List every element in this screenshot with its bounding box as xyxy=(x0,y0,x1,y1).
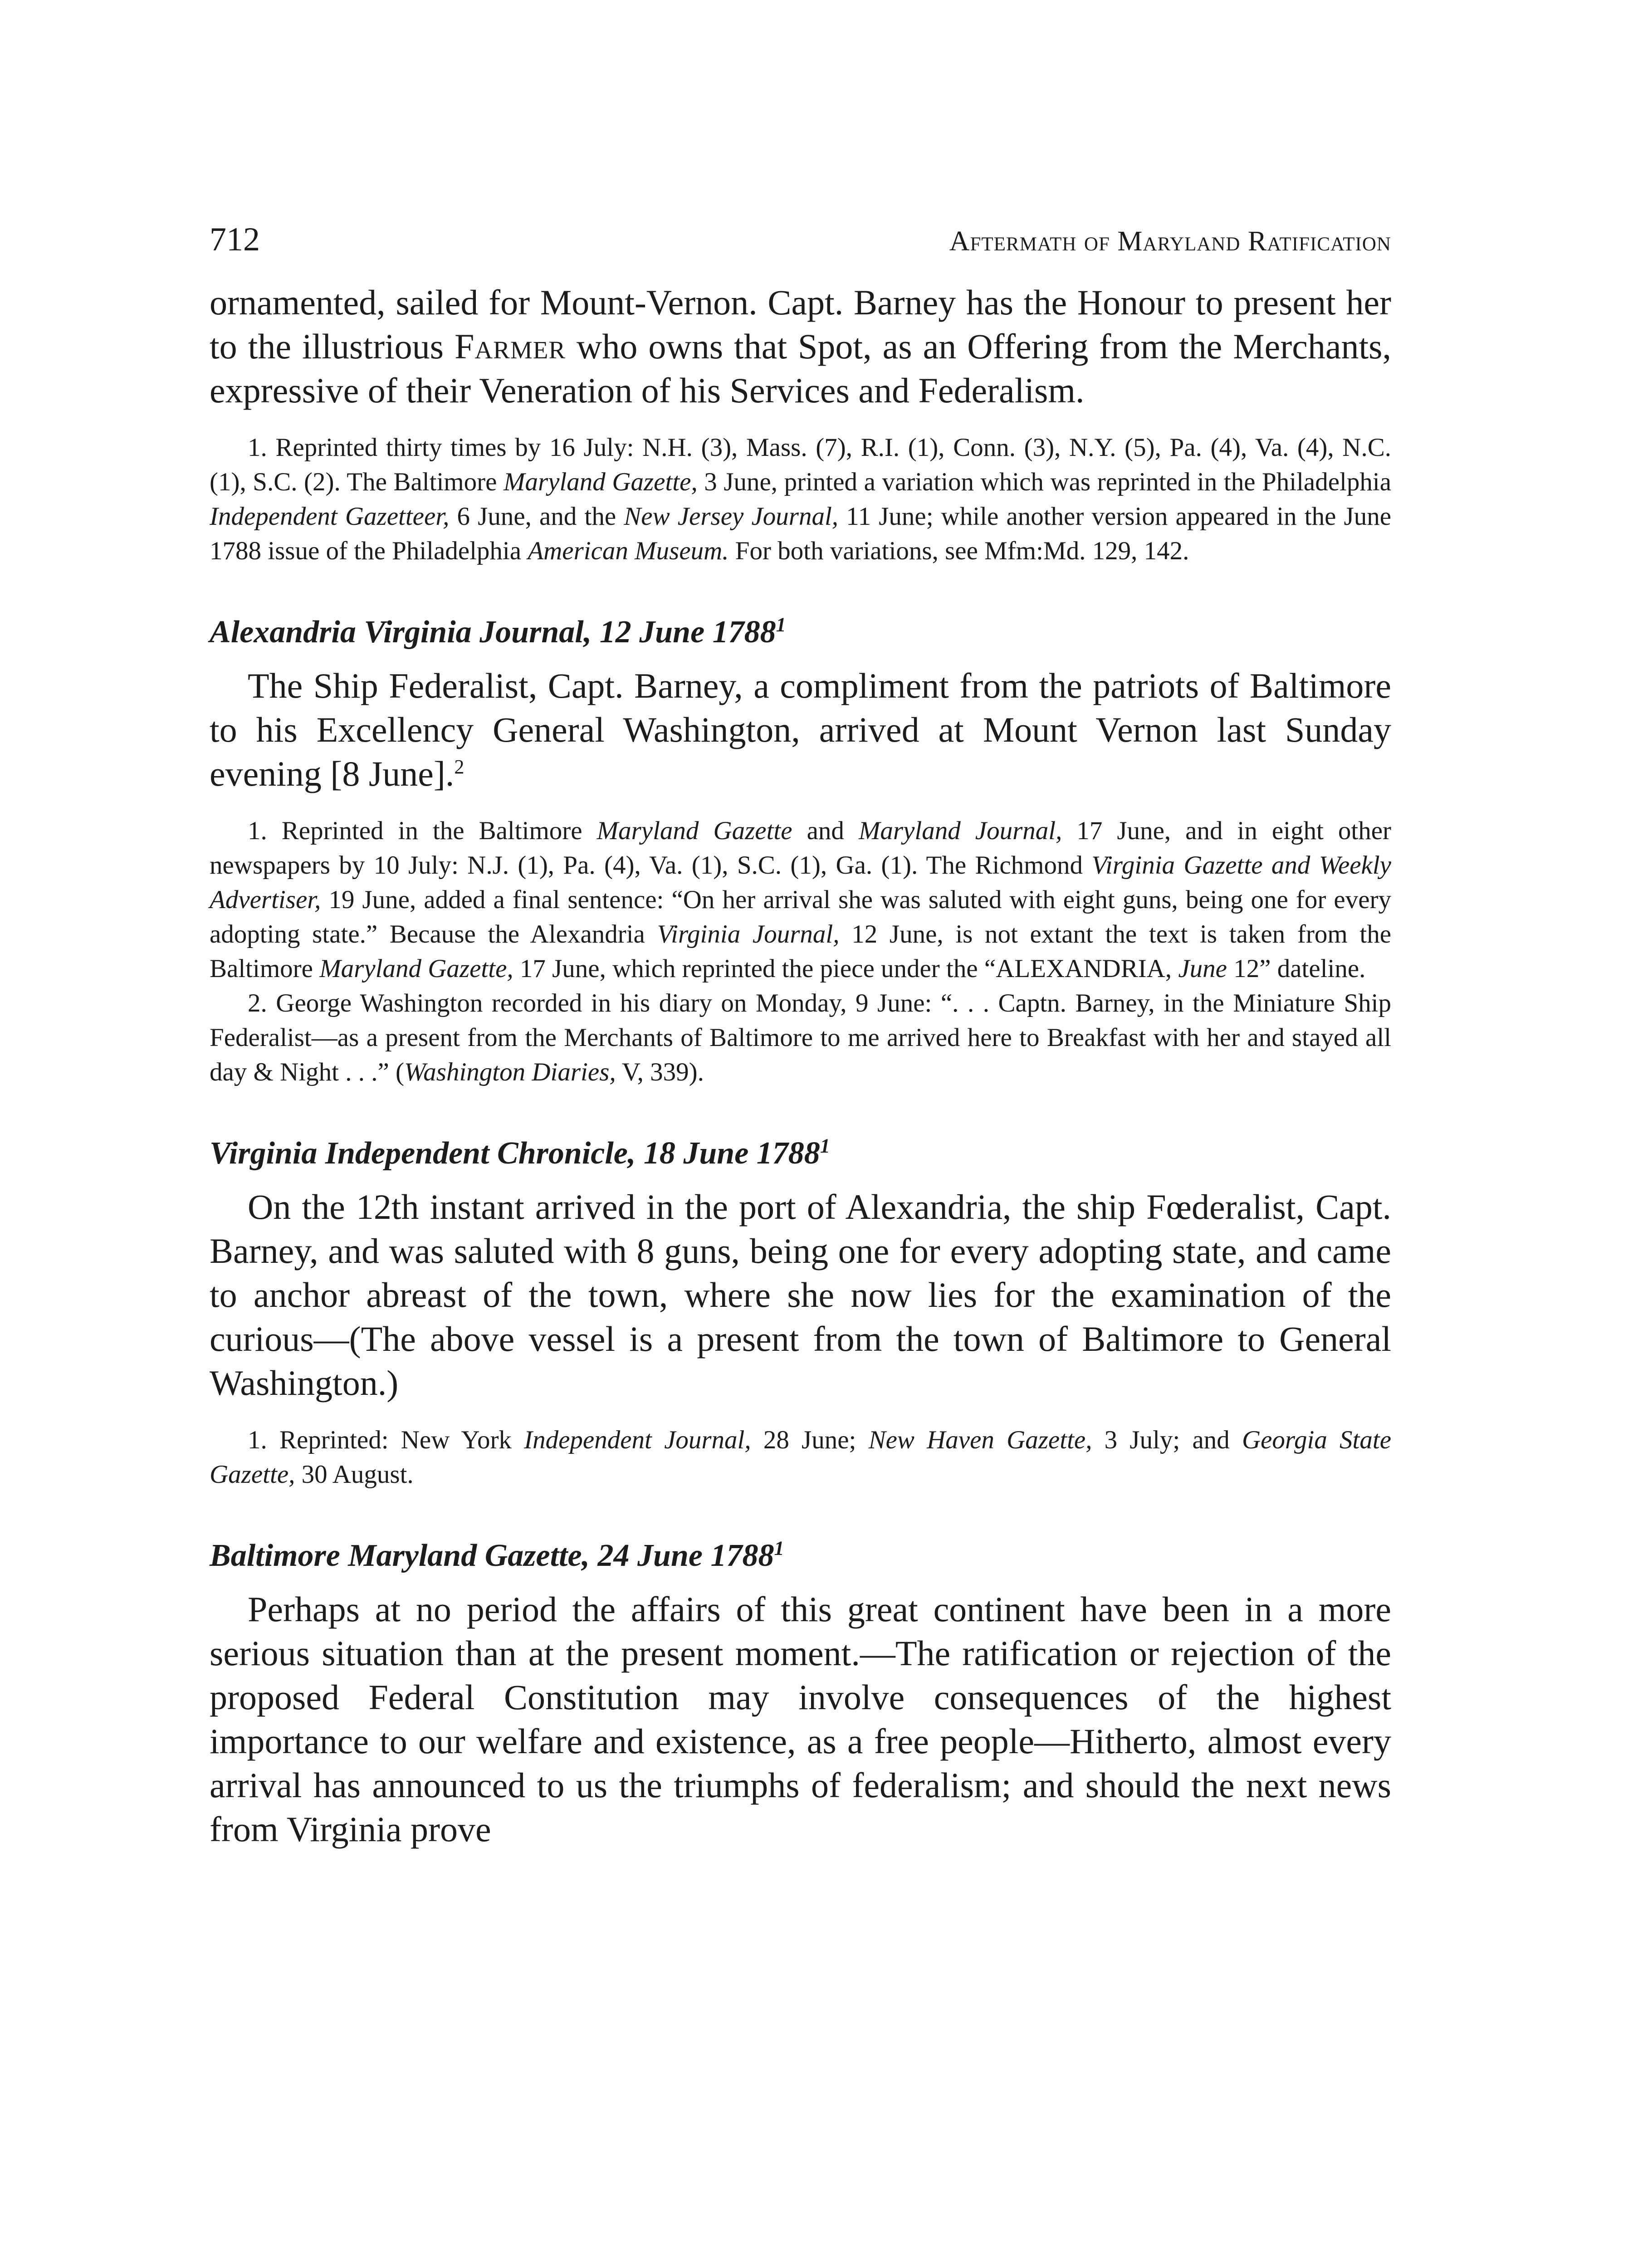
footnote-1 xyxy=(210,430,1391,568)
text-run: 12” dateline. xyxy=(1227,954,1366,983)
italic-word: June xyxy=(1178,954,1227,983)
text-run: 3 June, printed a variation which was reprinted in the Philadelphia xyxy=(697,468,1391,496)
publication-title: Maryland Gazette, xyxy=(503,468,698,496)
article-baltimore-maryland-gazette xyxy=(210,1535,1391,1851)
text-run: 3 July; and xyxy=(1092,1426,1242,1454)
small-caps-word: Farmer xyxy=(455,327,566,366)
article-text: Perhaps at no period the affairs of this great continent have been in a more serious situation than at the present moment.—The ratification or rejection of the proposed Federal Constitution may involve consequences of the highest importance to our welfare and existence, as a free people—Hitherto, almost every arrival has announced to us the triumphs of federalism; and should the next news from Virginia prove xyxy=(210,1589,1391,1849)
text-run: 1. Reprinted in the Baltimore xyxy=(248,816,597,845)
article-heading xyxy=(210,1535,1391,1576)
running-title: Aftermath of Maryland Ratification xyxy=(949,226,1391,257)
publication-title: Maryland Gazette, xyxy=(319,954,513,983)
footnote-1 xyxy=(210,814,1391,986)
article-text xyxy=(210,280,1391,412)
text-run: 6 June, and the xyxy=(449,502,624,531)
article-virginia-independent-chronicle xyxy=(210,1133,1391,1492)
footnote-2 xyxy=(210,986,1391,1090)
heading-text: Virginia Independent Chronicle, 18 June 1788 xyxy=(210,1136,820,1171)
text-run: 28 June; xyxy=(751,1426,869,1454)
document-page xyxy=(210,221,1391,1851)
publication-title: Maryland Gazette xyxy=(596,816,792,845)
text-run: ornamented, sailed for Mount-Vernon. Capt. Barney has the Honour to present her to the illustrious xyxy=(210,283,1391,366)
article-heading xyxy=(210,612,1391,653)
text-run: 17 June, and in eight other newspapers by 10 July: N.J. (1), Pa. (4), Va. (1), S.C. (1), Ga. (1). The Richmond xyxy=(210,816,1391,880)
heading-text: Baltimore Maryland Gazette, 24 June 1788 xyxy=(210,1538,774,1573)
text-run: 11 June; while another version appeared in the June 1788 issue of the Philadelphia xyxy=(210,502,1392,565)
text-run: 30 August. xyxy=(295,1460,414,1489)
footnote-1 xyxy=(210,1423,1391,1492)
text-run: 1. Reprinted: New York xyxy=(248,1426,524,1454)
text-run: For both variations, see Mfm:Md. 129, 142. xyxy=(728,537,1189,565)
text-run: 17 June, which reprinted the piece under the “ALEXANDRIA, xyxy=(513,954,1178,983)
publication-title: Independent Gazetteer, xyxy=(210,502,450,531)
text-run: who owns that Spot, as an Offering from the Merchants, expressive of their Veneration of his Services and Federalism. xyxy=(210,327,1392,410)
publication-title: Virginia Gazette and Weekly Advertiser, xyxy=(210,851,1391,914)
text-run: The Ship Federalist, Capt. Barney, a compliment from the patriots of Baltimore to his Excellency General Washington, arrived at Mount Vernon last Sunday evening [8 June]. xyxy=(210,666,1391,793)
page-number: 712 xyxy=(210,221,260,258)
footnotes xyxy=(210,814,1391,1090)
publication-title: Maryland Journal, xyxy=(858,816,1062,845)
article-text: On the 12th instant arrived in the port of Alexandria, the ship Fœderalist, Capt. Barney, and was saluted with 8 guns, being one for every adopting state, and came to anchor abreast of the town, where she now lies for the examination of the curious—(The above vessel is a present from the town of Baltimore to General Washington.) xyxy=(210,1187,1391,1403)
text-run: 19 June, added a final sentence: “On her arrival she was saluted with eight guns, being one for every adopting state.” Because the Alexandria xyxy=(210,885,1391,948)
publication-title: New Haven Gazette, xyxy=(868,1426,1092,1454)
running-head xyxy=(210,221,1391,280)
publication-title: New Jersey Journal, xyxy=(624,502,839,531)
footnotes xyxy=(210,430,1391,568)
publication-title: American Museum. xyxy=(528,537,729,565)
text-run: V, 339). xyxy=(616,1058,704,1086)
text-run: 12 June, is not extant the text is taken from the Baltimore xyxy=(210,920,1391,983)
article-text xyxy=(210,664,1391,796)
publication-title: Washington Diaries, xyxy=(404,1058,616,1086)
heading-text: Alexandria Virginia Journal, 12 June 1788 xyxy=(210,615,776,650)
publication-title: Georgia State Gazette, xyxy=(210,1426,1391,1489)
article-heading xyxy=(210,1133,1391,1174)
publication-title: Virginia Journal, xyxy=(657,920,840,948)
publication-title: Independent Journal, xyxy=(524,1426,751,1454)
footnote-marker: 1 xyxy=(776,613,786,636)
text-run: 1. Reprinted thirty times by 16 July: N.H. (3), Mass. (7), R.I. (1), Conn. (3), N.Y. (5), Pa. (4), Va. (4), N.C. (1), S.C. (2). The Baltimore xyxy=(210,433,1391,496)
footnotes xyxy=(210,1423,1391,1492)
text-run: and xyxy=(792,816,859,845)
footnote-marker: 1 xyxy=(774,1537,784,1559)
continued-article xyxy=(210,280,1391,568)
text-run: 2. George Washington recorded in his diary on Monday, 9 June: “. . . Captn. Barney, in the Miniature Ship Federalist—as a present from the Merchants of Baltimore to me arrived here to Breakfast with her and stayed all day & Night . . .” ( xyxy=(210,989,1391,1086)
article-alexandria-virginia-journal xyxy=(210,612,1391,1090)
footnote-marker: 2 xyxy=(454,756,464,778)
footnote-marker: 1 xyxy=(820,1134,830,1157)
